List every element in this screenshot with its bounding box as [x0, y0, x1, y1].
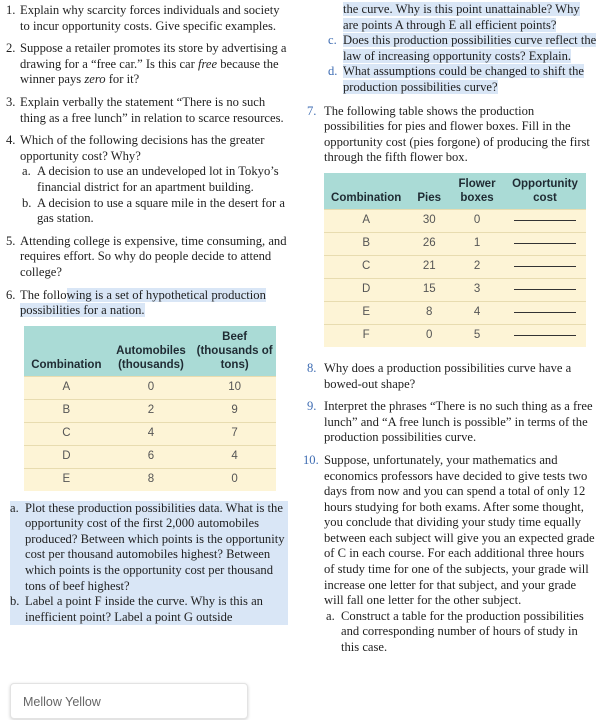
- question-7: [307, 104, 597, 166]
- table-cell: A: [24, 376, 109, 399]
- column-header-opportunity-cost: Opportunity cost: [504, 173, 586, 210]
- column-header-flower-boxes: Flower boxes: [450, 173, 504, 210]
- question-number: 2.: [6, 41, 16, 56]
- table-row: [324, 255, 586, 278]
- question-6b[interactable]: [10, 594, 288, 625]
- highlight-color-option[interactable]: Mellow Yellow: [10, 683, 248, 719]
- question-number: 7.: [307, 103, 317, 118]
- question-6c[interactable]: [328, 33, 597, 64]
- right-column: [303, 0, 597, 663]
- question-number: 9.: [307, 399, 317, 414]
- blank-line: [514, 311, 576, 313]
- table-cell: 3: [450, 278, 504, 301]
- table-cell: 5: [450, 324, 504, 347]
- sub-letter: d.: [328, 64, 338, 79]
- table-cell: 7: [193, 422, 276, 445]
- column-header-combination: Combination: [24, 326, 109, 377]
- answer-blank: [504, 278, 586, 301]
- emphasis-free: free: [197, 56, 218, 71]
- table-cell: 26: [408, 232, 450, 255]
- sub-text: Plot these production possibilities data. What is the opportunity cost of the first 2,000 automobiles produced? Between which points is the opportunity cost per thousand automobiles highest? Between which points is the opportunity cost per thousand tons of beef highest?: [25, 500, 285, 593]
- table-cell: 30: [408, 209, 450, 232]
- question-6d[interactable]: [328, 64, 597, 95]
- table-cell: 8: [109, 468, 194, 491]
- table-cell: 1: [450, 232, 504, 255]
- table-cell: D: [24, 445, 109, 468]
- table-body: [324, 209, 586, 347]
- sub-text: A decision to use an undeveloped lot in Tokyo’s financial district for an apartment building.: [37, 164, 279, 194]
- question-6: [6, 288, 288, 319]
- blank-line: [514, 219, 576, 221]
- table-cell: 0: [193, 468, 276, 491]
- sub-letter: b.: [22, 195, 32, 210]
- table-row: [24, 468, 276, 491]
- question-number: 8.: [307, 360, 317, 375]
- table-cell: 4: [193, 445, 276, 468]
- table-row: [324, 232, 586, 255]
- table-cell: 8: [408, 301, 450, 324]
- question-text: Why does a production possibilities curve have a bowed-out shape?: [324, 360, 572, 391]
- question-8: [307, 361, 597, 392]
- question-text: Suppose, unfortunately, your mathematics and economics professors have decided to give tests two days from now and you can spend a total of only 12 hours studying for both exams. After some thought, you conclude that dividing your study time equally between each subject will give you an expected grade of C in each course. For each additional three hours of study time for one of the subjects, your grade will increase one letter for that subject, and your grade will fall one letter for the other subject.: [324, 452, 595, 608]
- question-4a: [22, 164, 288, 195]
- table-cell: F: [324, 324, 408, 347]
- question-1: [6, 3, 288, 34]
- question-text: Explain why scarcity forces individuals and society to incur opportunity costs. Give specific examples.: [20, 3, 280, 33]
- answer-blank: [504, 232, 586, 255]
- answer-blank: [504, 255, 586, 278]
- question-number: 1.: [6, 3, 16, 17]
- emphasis-zero: zero: [84, 72, 106, 87]
- table-cell: 6: [109, 445, 194, 468]
- question-number: 5.: [6, 233, 16, 248]
- column-header-pies: Pies: [408, 173, 450, 210]
- table-row: [24, 399, 276, 422]
- table-cell: 10: [193, 376, 276, 399]
- answer-blank: [504, 209, 586, 232]
- table-row: [324, 278, 586, 301]
- sub-text: A decision to use a square mile in the desert for a gas station.: [37, 195, 285, 226]
- highlighted-text[interactable]: wing is a set of hypothetical production possibilities for a nation.: [20, 287, 266, 318]
- column-header-combination: Combination: [324, 173, 408, 210]
- table-cell: B: [324, 232, 408, 255]
- question-text: Attending college is expensive, time consuming, and requires effort. So why do people decide to attend college?: [20, 233, 287, 279]
- table-cell: 15: [408, 278, 450, 301]
- table-cell: E: [324, 301, 408, 324]
- table-row: [24, 422, 276, 445]
- sub-letter: a.: [10, 500, 19, 515]
- question-text: The following table shows the production possibilities for pies and flower boxes. Fill in the opportunity cost (pies forgone) of producing the first through the fifth flower box.: [324, 103, 590, 165]
- table-row: [24, 376, 276, 399]
- table-cell: 4: [109, 422, 194, 445]
- sub-text: What assumptions could be changed to shift the production possibilities curve?: [343, 64, 584, 94]
- blank-line: [514, 265, 576, 267]
- sub-letter: b.: [10, 594, 20, 609]
- sub-text: Construct a table for the production possibilities and corresponding number of hours of study in this case.: [341, 608, 584, 655]
- sub-letter: c.: [328, 33, 337, 48]
- table-cell: 21: [408, 255, 450, 278]
- question-number: 4.: [6, 133, 16, 148]
- question-number: 10.: [303, 452, 319, 467]
- question-text: because the winner pays: [20, 56, 279, 87]
- table-cell: 9: [193, 399, 276, 422]
- question-10a: [326, 609, 597, 656]
- question-text: Explain verbally the statement “There is no such thing as a free lunch” in relation to scarce resources.: [20, 94, 284, 125]
- table-cell: 2: [109, 399, 194, 422]
- answer-blank: [504, 324, 586, 347]
- left-column: [6, 0, 288, 625]
- table-cell: A: [324, 209, 408, 232]
- table-row: [324, 301, 586, 324]
- table-cell: D: [324, 278, 408, 301]
- table-cell: C: [324, 255, 408, 278]
- table-row: [324, 209, 586, 232]
- blank-line: [514, 334, 576, 336]
- sub-text: Label a point F inside the curve. Why is this an inefficient point? Label a point G outside: [25, 594, 263, 624]
- question-3: [6, 95, 288, 126]
- table-row: [24, 445, 276, 468]
- question-10: [303, 453, 597, 656]
- question-number: 3.: [6, 94, 16, 109]
- table-cell: C: [24, 422, 109, 445]
- table-cell: 0: [450, 209, 504, 232]
- table-cell: 4: [450, 301, 504, 324]
- table-row: [324, 324, 586, 347]
- column-header-beef: Beef (thousands of tons): [193, 326, 276, 377]
- column-header-automobiles: Automobiles (thousands): [109, 326, 194, 377]
- question-6b-continued[interactable]: [307, 2, 597, 33]
- production-possibilities-table: [24, 326, 276, 491]
- question-text: for it?: [105, 72, 140, 87]
- question-5: [6, 234, 288, 281]
- table-cell: 2: [450, 255, 504, 278]
- table-cell: 0: [109, 376, 194, 399]
- question-4: [6, 133, 288, 227]
- sub-letter: a.: [326, 608, 335, 623]
- question-6a[interactable]: [10, 501, 288, 595]
- question-text: Interpret the phrases “There is no such thing as a free lunch” and “A free lunch is possible” in terms of the production possibilities curve.: [324, 399, 593, 445]
- question-2: [6, 41, 288, 88]
- blank-line: [514, 242, 576, 244]
- blank-line: [514, 288, 576, 290]
- sub-text: Does this production possibilities curve reflect the law of increasing opportunity costs? Explain.: [343, 33, 597, 63]
- pies-flower-boxes-table: [324, 173, 586, 347]
- question-text: Which of the following decisions has the greater opportunity cost? Why?: [20, 133, 265, 163]
- question-text: Suppose a retailer promotes its store by advertising a drawing for a “free car.” Is this car: [20, 41, 287, 71]
- table-cell: 0: [408, 324, 450, 347]
- question-number: 6.: [6, 287, 16, 302]
- table-cell: B: [24, 399, 109, 422]
- sub-letter: a.: [22, 164, 31, 179]
- question-text: The follo: [20, 287, 67, 302]
- question-4b: [22, 196, 288, 227]
- table-body: [24, 376, 276, 491]
- table-cell: E: [24, 468, 109, 491]
- answer-blank: [504, 301, 586, 324]
- sub-text: the curve. Why is this point unattainable? Why are points A through E all efficient points?: [343, 2, 580, 32]
- question-9: [307, 399, 597, 446]
